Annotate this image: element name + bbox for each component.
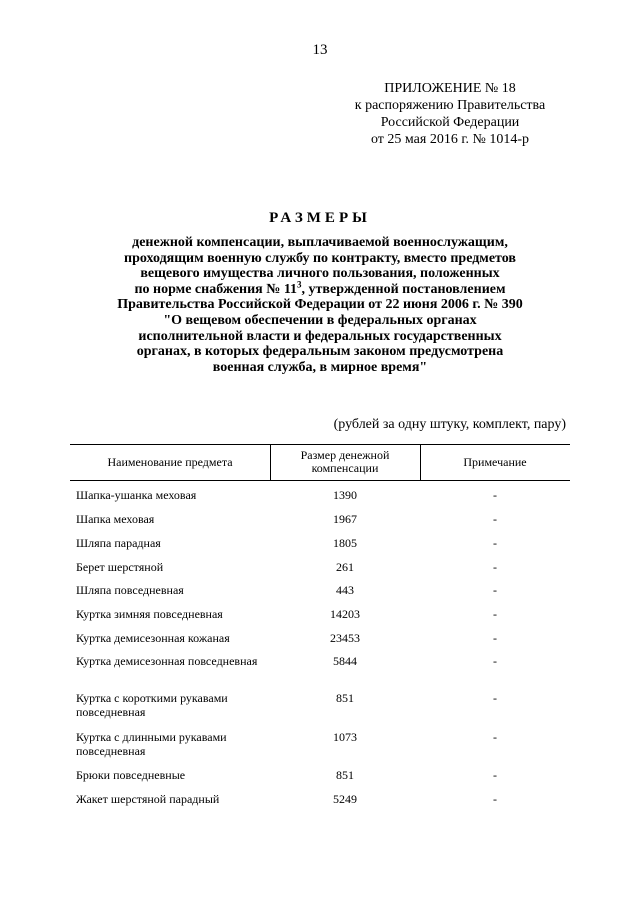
compensation-amount: 5844 — [333, 654, 357, 668]
item-name: Куртка демисезонная повседневная — [76, 654, 258, 668]
table-row — [0, 560, 640, 583]
table-row — [0, 488, 640, 512]
compensation-amount: 1390 — [333, 488, 357, 502]
item-name: Шапка меховая — [76, 512, 155, 526]
subtitle-line: проходящим военную службу по контракту, вместо предметов — [124, 250, 516, 266]
header-compensation-amount: Размер денежной компенсации — [300, 448, 390, 475]
subtitle-line: органах, в которых федеральным законом предусмотрена — [136, 344, 504, 360]
compensation-amount: 14203 — [330, 607, 360, 621]
table-row — [0, 607, 640, 631]
item-name: Брюки повседневные — [76, 768, 186, 782]
item-note: - — [493, 583, 497, 597]
table-row — [0, 536, 640, 560]
appendix-line: от 25 мая 2016 г. № 1014-р — [370, 132, 530, 147]
table-row — [0, 792, 640, 816]
item-note: - — [493, 654, 497, 668]
compensation-amount: 443 — [336, 583, 354, 597]
superscript: 3 — [297, 279, 302, 290]
item-note: - — [493, 691, 497, 705]
document-subtitle — [70, 235, 570, 375]
appendix-line: ПРИЛОЖЕНИЕ № 18 — [384, 81, 516, 96]
compensation-amount: 851 — [336, 691, 354, 705]
item-name: Куртка с длинными рукавами повседневная — [76, 730, 227, 758]
compensation-amount: 1967 — [333, 512, 357, 526]
subtitle-line: военная служба, в мирное время" — [212, 359, 428, 375]
page-number: 13 — [312, 42, 328, 58]
compensation-amount: 5249 — [333, 792, 357, 806]
item-name: Жакет шерстяной парадный — [76, 792, 220, 806]
appendix-line: Российской Федерации — [380, 115, 520, 130]
item-note: - — [493, 730, 497, 744]
appendix-line: к распоряжению Правительства — [354, 98, 546, 113]
item-name: Шапка-ушанка меховая — [76, 488, 197, 502]
item-name: Куртка зимняя повседневная — [76, 607, 223, 621]
table-row — [0, 583, 640, 607]
compensation-amount: 1073 — [333, 730, 357, 744]
subtitle-line — [70, 279, 570, 298]
item-note: - — [493, 768, 497, 782]
compensation-amount: 1805 — [333, 536, 357, 550]
header-note: Примечание — [463, 454, 527, 469]
item-name: Шляпа парадная — [76, 536, 161, 550]
item-note: - — [493, 560, 497, 574]
item-note: - — [493, 536, 497, 550]
table-body — [0, 488, 640, 816]
compensation-amount: 23453 — [330, 631, 360, 645]
item-note: - — [493, 607, 497, 621]
subtitle-line: Правительства Российской Федерации от 22 июня 2006 г. № 390 — [117, 297, 523, 313]
item-name: Куртка демисезонная кожаная — [76, 631, 230, 645]
item-note: - — [493, 792, 497, 806]
item-note: - — [493, 631, 497, 645]
subtitle-line: денежной компенсации, выплачиваемой военнослужащим, — [132, 235, 508, 250]
item-name: Куртка с короткими рукавами повседневная — [76, 691, 228, 719]
subtitle-line: вещевого имущества личного пользования, положенных — [140, 266, 500, 282]
table-row — [0, 654, 640, 691]
column-divider — [270, 444, 271, 480]
subtitle-line: "О вещевом обеспечении в федеральных органах — [163, 312, 477, 328]
table-row — [0, 730, 640, 768]
table-row — [0, 768, 640, 792]
table-row — [0, 631, 640, 654]
item-name: Берет шерстяной — [76, 560, 164, 574]
header-item-name: Наименование предмета — [107, 454, 233, 469]
table-row — [0, 691, 640, 730]
table-header-rule — [70, 480, 570, 481]
subtitle-line: исполнительной власти и федеральных государственных — [138, 328, 502, 344]
subtitle-text: по норме снабжения № 11 — [134, 281, 298, 297]
appendix-header — [330, 80, 570, 148]
table-row — [0, 512, 640, 536]
document-title: РАЗМЕРЫ — [269, 210, 371, 226]
item-name: Шляпа повседневная — [76, 583, 184, 597]
compensation-amount: 851 — [336, 768, 354, 782]
units-note: (рублей за одну штуку, комплект, пару) — [333, 417, 566, 432]
compensation-amount: 261 — [336, 560, 354, 574]
subtitle-text: , утвержденной постановлением — [301, 281, 506, 297]
item-note: - — [493, 488, 497, 502]
item-note: - — [493, 512, 497, 526]
